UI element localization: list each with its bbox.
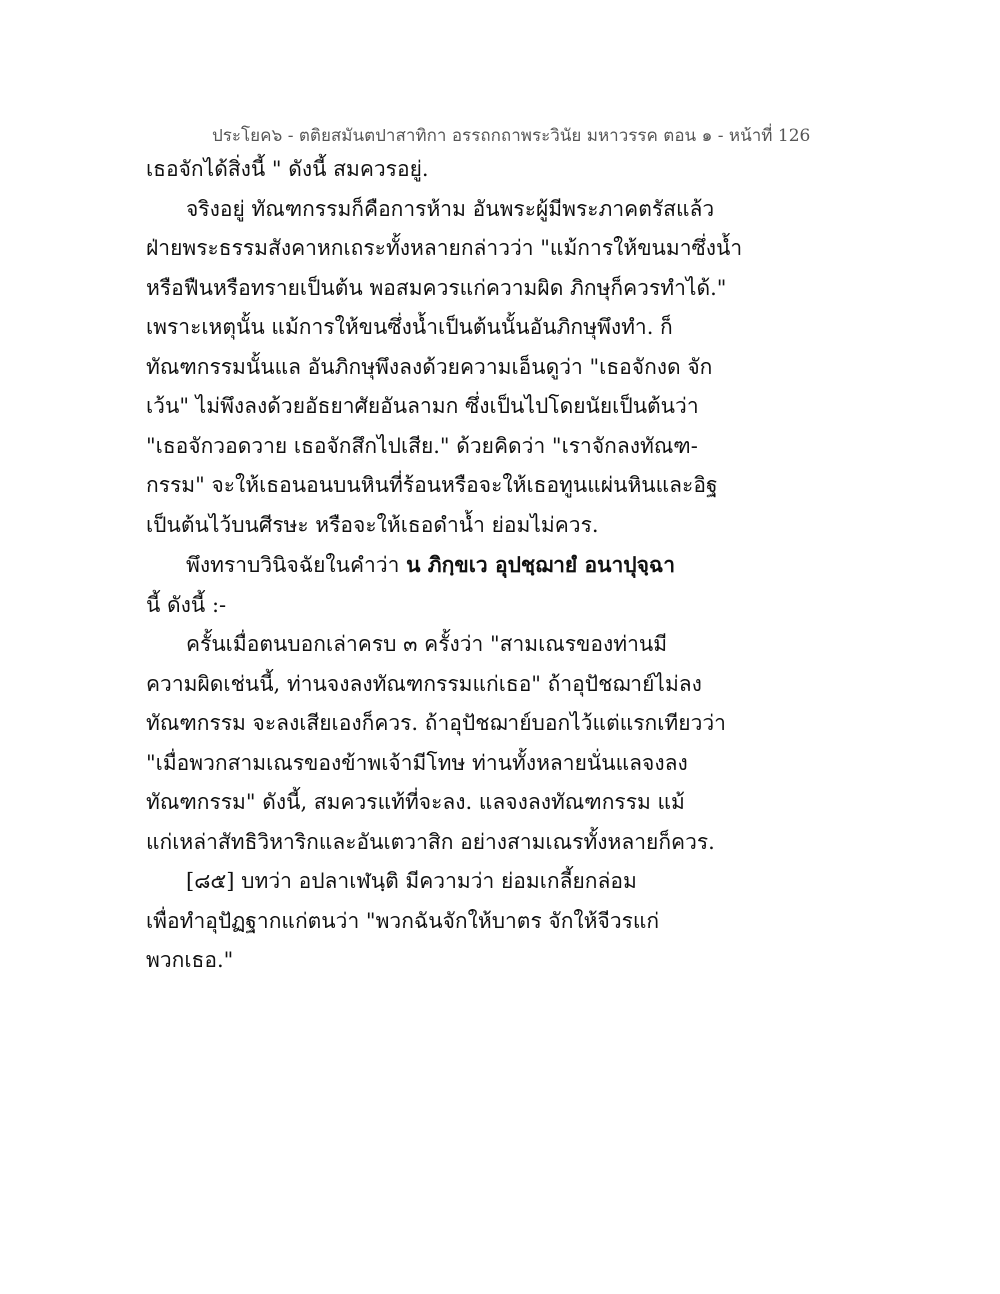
text-line: กรรม" จะให้เธอนอนบนหินที่ร้อนหรือจะให้เธอทูนแผ่นหินและอิฐ bbox=[146, 473, 718, 497]
text-line: ทัณฑกรรม จะลงเสียเองก็ควร. ถ้าอุปัชฌาย์บอกไว้แต่แรกเทียวว่า bbox=[146, 711, 726, 735]
text-line: แก่เหล่าสัทธิวิหาริกและอันเตวาสิก อย่างสามเณรทั้งหลายก็ควร. bbox=[146, 829, 715, 854]
text-line: ครั้นเมื่อตนบอกเล่าครบ ๓ ครั้งว่า "สามเณรของท่านมี bbox=[186, 632, 668, 656]
text-line: หรือฟืนหรือทรายเป็นต้น พอสมควรแก่ความผิด ภิกษุก็ควรทำได้." bbox=[146, 275, 727, 300]
page-header: ประโยค๖ - ตติยสมันตปาสาทิกา อรรถกถาพระวินัย มหาวรรค ตอน ๑ - หน้าที่ 126 bbox=[212, 126, 811, 146]
body-text bbox=[146, 150, 743, 981]
text-line: "เมื่อพวกสามเณรของข้าพเจ้ามีโทษ ท่านทั้งหลายนั่นแลจงลง bbox=[146, 750, 688, 775]
text-line: ฝ่ายพระธรรมสังคาหกเถระทั้งหลายกล่าวว่า "แม้การให้ขนมาซึ่งน้ำ bbox=[146, 236, 743, 260]
text-line: ทัณฑกรรมนั้นแล อันภิกษุพึงลงด้วยความเอ็นดูว่า "เธอจักงด จัก bbox=[146, 354, 713, 379]
text-line: เว้น" ไม่พึงลงด้วยอัธยาศัยอันลามก ซึ่งเป็นไปโดยนัยเป็นต้นว่า bbox=[146, 394, 699, 418]
text-line: เพราะเหตุนั้น แม้การให้ขนซึ่งน้ำเป็นต้นนั้นอันภิกษุพึงทำ. ก็ bbox=[146, 315, 673, 339]
text-line: [๘๕] บทว่า อปลาเฬนฺติ มีความว่า ย่อมเกลี้ยกล่อม bbox=[186, 869, 637, 893]
paragraph-2-line-1 bbox=[146, 545, 706, 586]
paragraph-3 bbox=[146, 625, 726, 981]
text-line: ความผิดเช่นนี้, ท่านจงลงทัณฑกรรมแก่เธอ" ถ้าอุปัชฌาย์ไม่ลง bbox=[146, 671, 702, 696]
text-line: จริงอยู่ ทัณฑกรรมก็คือการห้าม อันพระผู้มีพระภาคตรัสแล้ว bbox=[186, 196, 715, 221]
text-line: เพื่อทำอุปัฏฐากแก่ตนว่า "พวกฉันจักให้บาตร จักให้จีวรแก่ bbox=[146, 908, 660, 933]
text-line: เป็นต้นไว้บนศีรษะ หรือจะให้เธอดำน้ำ ย่อมไม่ควร. bbox=[146, 512, 599, 537]
text-line: ทัณฑกรรม" ดังนี้, สมควรแท้ที่จะลง. แลจงลงทัณฑกรรม แม้ bbox=[146, 790, 685, 814]
paragraph-2-line-2: นี้ ดังนี้ :- bbox=[146, 592, 227, 617]
text-line: พวกเธอ." bbox=[146, 948, 234, 972]
paragraph-1 bbox=[146, 150, 743, 545]
text-line: "เธอจักวอดวาย เธอจักสึกไปเสีย." ด้วยคิดว่า "เราจักลงทัณฑ- bbox=[146, 433, 698, 458]
text-line: เธอจักได้สิ่งนี้ " ดังนี้ สมควรอยู่. bbox=[146, 157, 429, 181]
paragraph-2-prefix: พึงทราบวินิจฉัยในคำว่า bbox=[186, 553, 407, 577]
pali-term: น ภิกฺขเว อุปชฺฌายํ อนาปุจฺฉา bbox=[406, 552, 676, 577]
